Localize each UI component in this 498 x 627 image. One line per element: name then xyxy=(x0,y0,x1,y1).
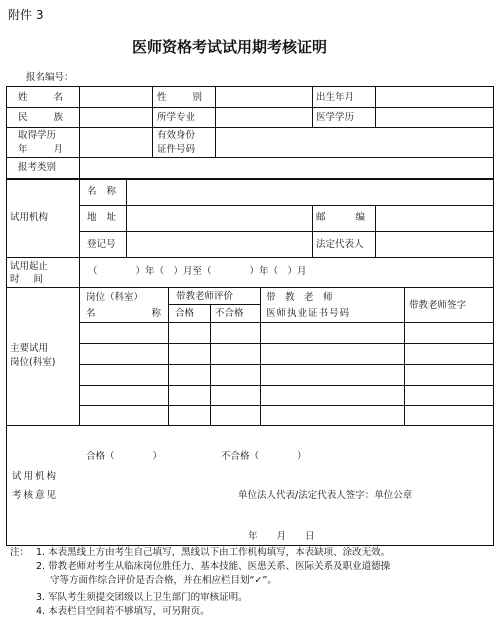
page-title: 医师资格考试试用期考核证明 xyxy=(132,38,328,56)
trial-period-label: 试用起止 xyxy=(10,261,49,272)
date-line: 年 月 日 xyxy=(248,531,315,542)
obtain-education-label: 取得学历 xyxy=(18,130,57,141)
birth-date-label: 出生年月 xyxy=(316,92,355,103)
trial-period-text: （ ）年（ ）月至（ ）年（ ）月 xyxy=(88,266,307,277)
col-fail-header: 不合格 xyxy=(215,308,244,319)
col-post-name-header-2: 名 称 xyxy=(86,308,162,319)
pass-option: 合格（ ） xyxy=(86,451,163,462)
major-label: 所学专业 xyxy=(157,112,196,123)
col-certificate-header: 带 教 老 师 xyxy=(266,292,333,303)
org-address-label: 地 址 xyxy=(87,212,117,223)
registration-no-label: 登记号 xyxy=(87,239,116,250)
org-name-label: 名 称 xyxy=(87,186,117,197)
note-item: 4. 本表栏目空间若不够填写，可另附页。 xyxy=(36,606,210,617)
signature-line: 单位法人代表/法定代表人签字：单位公章 xyxy=(238,490,413,501)
ethnicity-label: 民 族 xyxy=(18,112,64,123)
note-item: 守等方面作综合评价是否合格，并在相应栏目划“✓”。 xyxy=(50,575,277,586)
education-label: 医学学历 xyxy=(316,112,355,123)
trial-period-time-label: 时 间 xyxy=(10,274,44,285)
attachment-label: 附件 3 xyxy=(8,8,44,22)
fail-option: 不合格（ ） xyxy=(221,451,307,462)
name-label: 姓 名 xyxy=(18,92,64,103)
id-number-label: 有效身份 xyxy=(157,130,196,141)
obtain-education-date-label: 年 月 xyxy=(18,144,64,155)
trial-org-label: 试用机构 xyxy=(10,212,49,223)
main-post-label: 主要试用 xyxy=(10,343,49,354)
col-pass-header: 合格 xyxy=(175,308,195,319)
notes-label: 注： xyxy=(10,547,30,558)
note-item: 1. 本表黑线上方由考生自己填写，黑线以下由工作机构填写，本表缺项、涂改无效。 xyxy=(36,547,391,558)
main-post-label-2: 岗位(科室) xyxy=(10,357,56,368)
postcode-label: 邮 编 xyxy=(316,212,366,223)
exam-category-label: 报考类别 xyxy=(18,162,57,173)
id-number-label-2: 证件号码 xyxy=(157,144,196,155)
assessment-label-2: 考核意见 xyxy=(12,490,59,501)
note-item: 3. 军队考生须提交团级以上卫生部门的审核证明。 xyxy=(36,592,248,603)
gender-label: 性 别 xyxy=(157,92,203,103)
legal-rep-label: 法定代表人 xyxy=(316,239,364,250)
col-signature-header: 带教老师签字 xyxy=(409,300,467,311)
col-certificate-header-2: 医师执业证书号码 xyxy=(266,308,351,319)
registration-number-label: 报名编号： xyxy=(26,72,74,83)
col-post-name-header: 岗位（科室） xyxy=(86,292,144,303)
note-item: 2. 带教老师对考生从临床岗位胜任力、基本技能、医患关系、医际关系及职业道德操 xyxy=(36,561,391,572)
assessment-label: 试用机构 xyxy=(12,471,59,482)
col-evaluation-header: 带教老师评价 xyxy=(176,291,234,302)
